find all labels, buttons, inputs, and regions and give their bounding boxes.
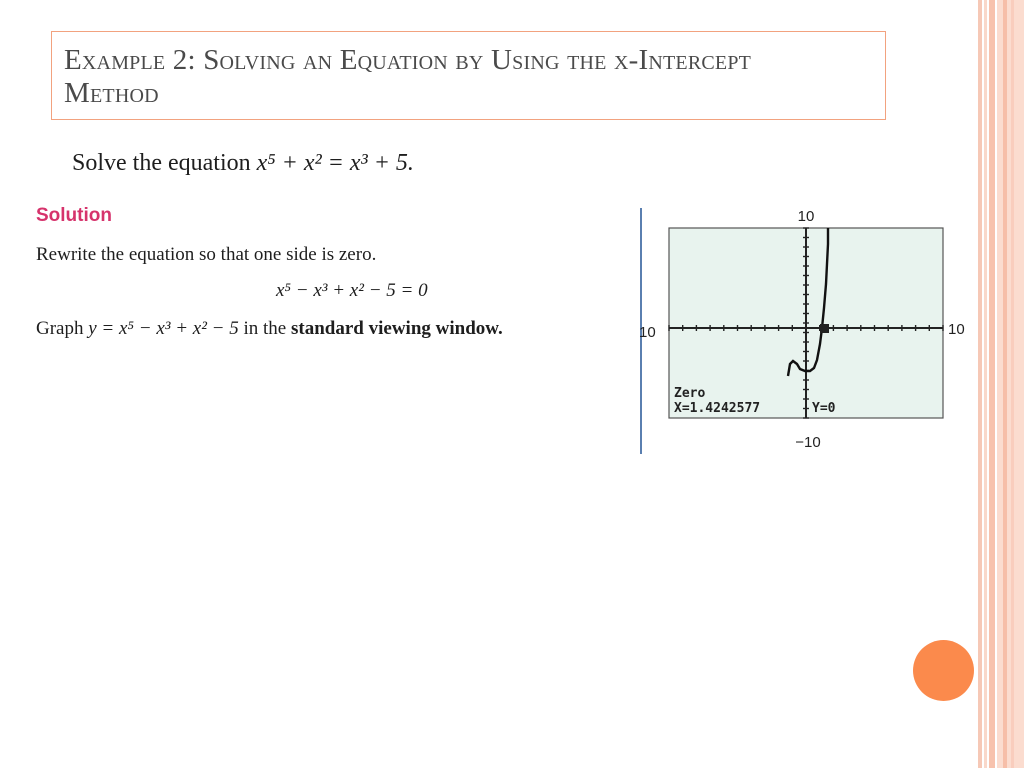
zero-cursor bbox=[820, 324, 829, 333]
solution-heading: Solution bbox=[36, 205, 112, 226]
decorative-stripe bbox=[1011, 0, 1014, 768]
calculator-screen-figure bbox=[636, 204, 976, 456]
rewritten-equation: x⁵ − x³ + x² − 5 = 0 bbox=[276, 280, 428, 301]
graph-prefix: Graph bbox=[36, 318, 89, 339]
calculator-graph bbox=[636, 204, 976, 456]
screen-y-value: Y=0 bbox=[812, 401, 836, 416]
graph-window-bold: standard viewing window. bbox=[291, 318, 503, 339]
screen-zero-label: Zero bbox=[674, 386, 706, 401]
decorative-stripe bbox=[984, 0, 987, 768]
rewrite-instruction: Rewrite the equation so that one side is zero. bbox=[36, 244, 377, 265]
screen-x-value: X=1.4242577 bbox=[674, 401, 761, 416]
problem-equation: x⁵ + x² = x³ + 5. bbox=[256, 150, 414, 176]
xmin-label: 10 bbox=[639, 324, 656, 341]
graph-function: y = x⁵ − x³ + x² − 5 bbox=[88, 318, 239, 339]
problem-statement bbox=[72, 150, 414, 177]
accent-circle bbox=[913, 640, 974, 701]
decorative-stripe bbox=[978, 0, 982, 768]
decorative-stripe bbox=[1003, 0, 1007, 768]
title-box bbox=[51, 31, 886, 120]
graph-instruction bbox=[36, 318, 503, 340]
ymin-label: −10 bbox=[795, 434, 821, 451]
problem-prefix: Solve the equation bbox=[72, 150, 257, 176]
ymax-label: 10 bbox=[797, 208, 815, 225]
xmax-label: 10 bbox=[948, 321, 965, 338]
graph-middle: in the bbox=[238, 318, 291, 339]
decorative-stripe bbox=[989, 0, 995, 768]
slide-title: Example 2: Solving an Equation by Using the x-Intercept Method bbox=[64, 44, 752, 109]
